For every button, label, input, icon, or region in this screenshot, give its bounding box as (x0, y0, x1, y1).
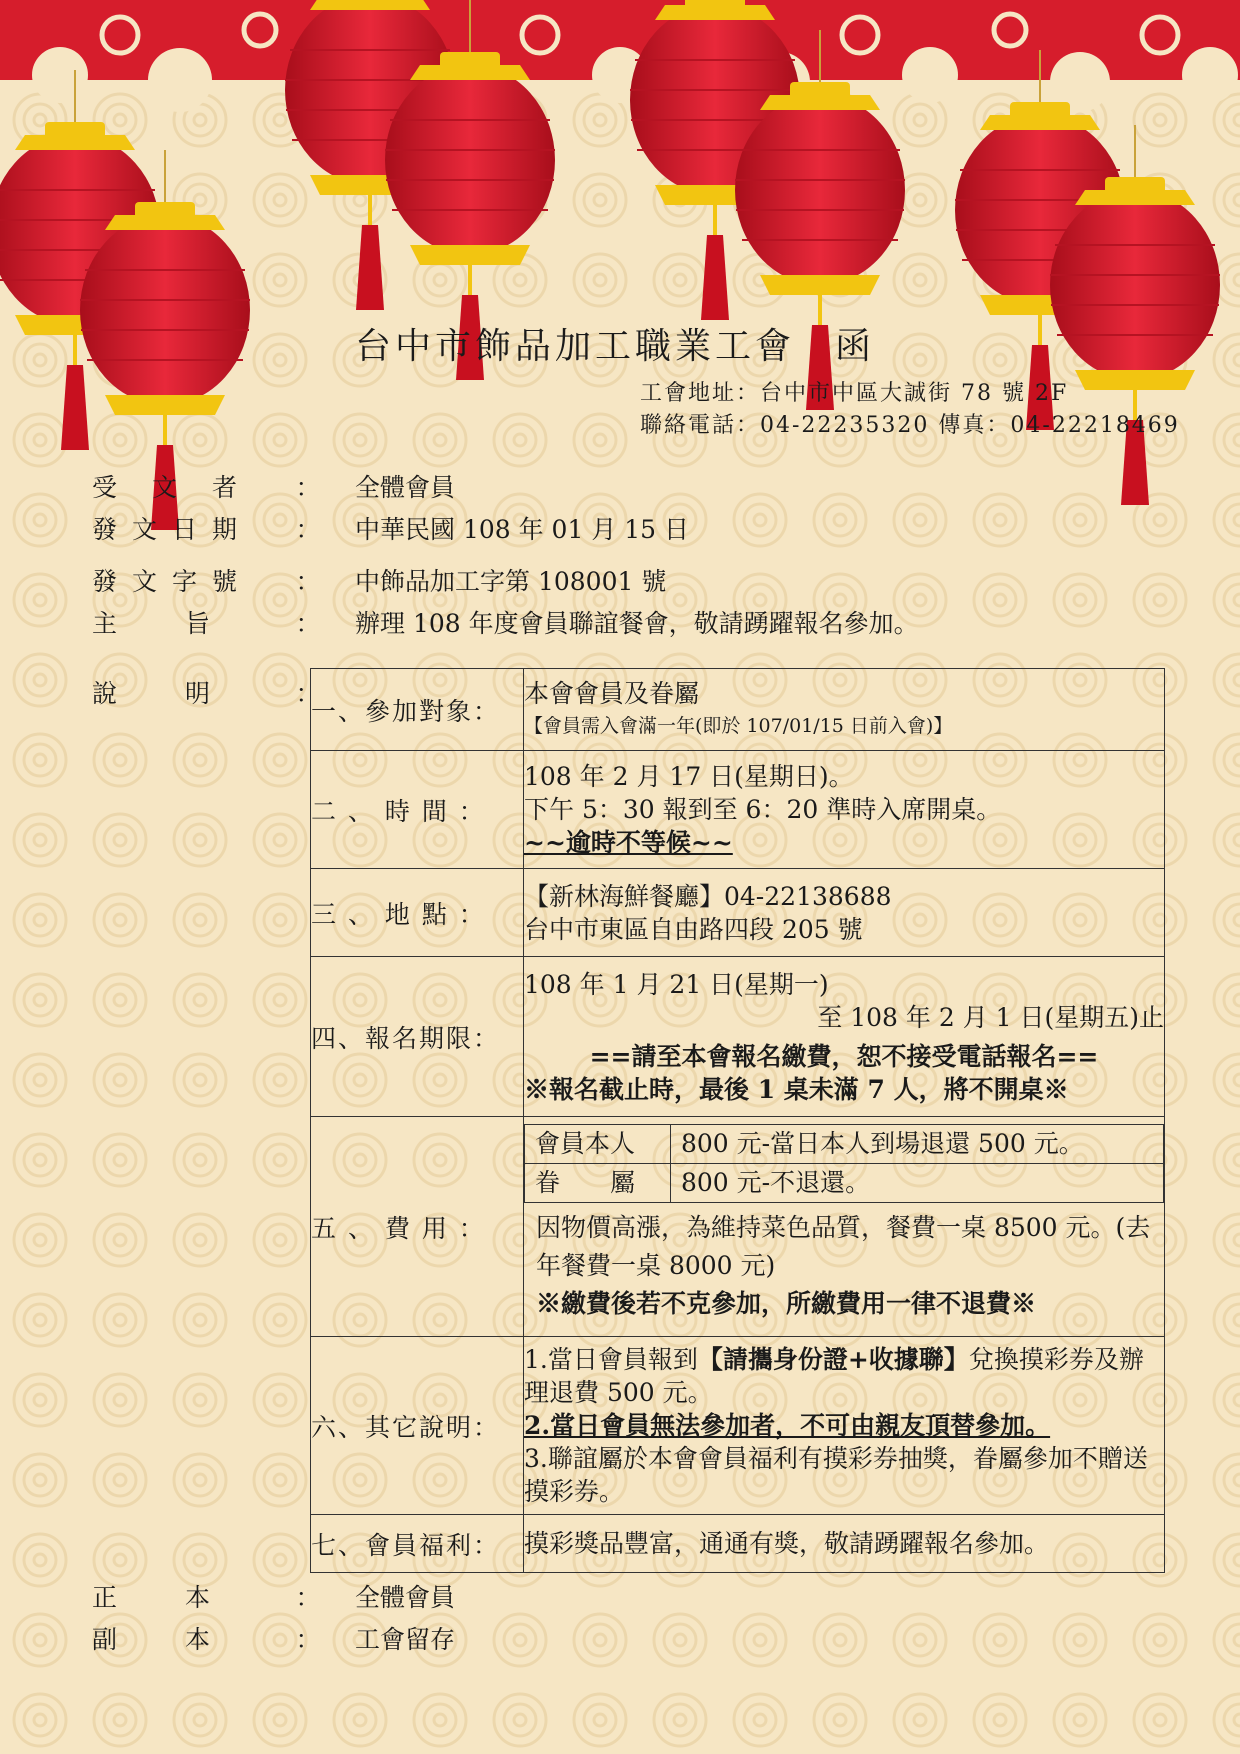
note-text: 兌換摸彩券及辦理退費 500 元。 (524, 1345, 1144, 1407)
meta-value: 中華民國 108 年 01 月 15 日 (355, 515, 690, 544)
section-value (524, 751, 1165, 869)
table-row (311, 869, 1165, 957)
label-char: 說 (92, 679, 118, 708)
label-char: 受 (92, 473, 118, 502)
section-key: 二 、 時 間 ： (311, 751, 524, 869)
section-key: 四、報名期限： (311, 957, 524, 1117)
table-row (311, 1337, 1165, 1515)
meta-subject (92, 606, 919, 642)
union-contact (640, 378, 1180, 442)
footer-original (92, 1580, 455, 1616)
colon: ： (295, 515, 321, 544)
section-key: 六、其它說明： (311, 1337, 524, 1515)
fee-amount: 800 元-當日本人到場退還 500 元。 (671, 1125, 1164, 1164)
footer-value: 全體會員 (355, 1583, 456, 1612)
venue-name: 【新林海鮮餐廳】04-22138688 (524, 881, 892, 911)
table-row (525, 1164, 1164, 1203)
label-char: 發 (92, 567, 118, 596)
label-char: 發 (92, 515, 118, 544)
label-char: 者 (211, 473, 237, 502)
minimum-table-note: ※報名截止時，最後 1 桌未滿 7 人，將不開桌※ (524, 1074, 1069, 1104)
section-value (524, 669, 1165, 751)
label-char: 號 (211, 567, 237, 596)
venue-address: 台中市東區自由路四段 205 號 (524, 914, 863, 944)
label-char: 本 (184, 1583, 210, 1612)
union-address: 工會地址：台中市中區大誠街 78 號 2F (640, 381, 1069, 406)
section-key: 一、參加對象： (311, 669, 524, 751)
note-bold: 【請攜身份證+收據聯】 (697, 1345, 969, 1374)
label-char: 正 (92, 1583, 118, 1612)
label-char: 副 (92, 1625, 118, 1654)
section-key: 七、會員福利： (311, 1515, 524, 1573)
table-row (311, 669, 1165, 751)
meta-value: 中飾品加工字第 108001 號 (355, 567, 667, 596)
colon: ： (295, 473, 321, 502)
table-row (311, 957, 1165, 1117)
meta-doc-number (92, 564, 666, 600)
table-row (525, 1125, 1164, 1164)
colon: ： (295, 1583, 321, 1612)
meta-recipient (92, 470, 455, 506)
no-refund-note: ※繳費後若不克參加，所繳費用一律不退費※ (536, 1289, 1037, 1318)
explain-label (92, 676, 329, 712)
note-item-3: 3.聯誼屬於本會會員福利有摸彩券抽獎，眷屬參加不贈送摸彩券。 (524, 1444, 1148, 1506)
meta-value: 辦理 108 年度會員聯誼餐會，敬請踴躍報名參加。 (355, 609, 919, 638)
colon: ： (295, 1625, 321, 1654)
membership-note: 【會員需入會滿一年(即於 107/01/15 日前入會)】 (524, 714, 953, 737)
footer-value: 工會留存 (355, 1625, 456, 1654)
section-key: 五 、 費 用 ： (311, 1117, 524, 1337)
footer-copy (92, 1622, 455, 1658)
colon: ： (295, 679, 321, 708)
deadline-end: 至 108 年 2 月 1 日(星期五)止 (817, 1002, 1164, 1032)
note-item-1 (524, 1343, 1164, 1409)
section-value (524, 869, 1165, 957)
register-note: ==請至本會報名繳費，恕不接受電話報名== (589, 1041, 1099, 1071)
price-increase-note: 因物價高漲，為維持菜色品質，餐費一桌 8500 元。(去年餐費一桌 8000 元) (536, 1213, 1151, 1280)
colon: ： (295, 609, 321, 638)
fee-amount: 800 元-不退還。 (671, 1164, 1164, 1203)
attendees: 本會會員及眷屬 (524, 678, 700, 708)
meta-date (92, 512, 689, 548)
deadline-start: 108 年 1 月 21 日(星期一) (524, 969, 829, 999)
table-row (311, 1117, 1165, 1337)
label-char: 期 (211, 515, 237, 544)
section-value (524, 1117, 1165, 1337)
benefits-value: 摸彩獎品豐富，通通有獎，敬請踴躍報名參加。 (524, 1515, 1165, 1573)
note-item-2: 2.當日會員無法參加者，不可由親友頂替參加。 (524, 1411, 1051, 1440)
label-char: 明 (184, 679, 210, 708)
union-phone: 聯絡電話：04-22235320 傳真：04-22218469 (640, 413, 1180, 438)
label-char: 字 (171, 567, 197, 596)
colon: ： (295, 567, 321, 596)
event-time: 下午 5：30 報到至 6：20 準時入席開桌。 (524, 795, 1002, 824)
no-wait-note: ~~逾時不等候~~ (524, 828, 733, 857)
event-date: 108 年 2 月 17 日(星期日)。 (524, 762, 854, 791)
fee-table (524, 1124, 1164, 1203)
label-char: 本 (184, 1625, 210, 1654)
section-value (524, 957, 1165, 1117)
note-text: 1.當日會員報到 (524, 1345, 698, 1374)
table-row (311, 751, 1165, 869)
label-char: 文 (131, 567, 157, 596)
label-char: 文 (131, 515, 157, 544)
label-char: 主 (92, 609, 118, 638)
meta-value: 全體會員 (355, 473, 456, 502)
label-char: 旨 (184, 609, 210, 638)
label-char: 文 (151, 473, 177, 502)
details-table (310, 668, 1165, 1573)
section-key: 三 、 地 點 ： (311, 869, 524, 957)
section-value (524, 1337, 1165, 1515)
fee-who: 會員本人 (525, 1125, 671, 1164)
table-row (311, 1515, 1165, 1573)
label-char: 日 (171, 515, 197, 544)
fee-who: 眷 屬 (525, 1164, 671, 1203)
page-title: 台中市飾品加工職業工會 函 (355, 326, 876, 367)
